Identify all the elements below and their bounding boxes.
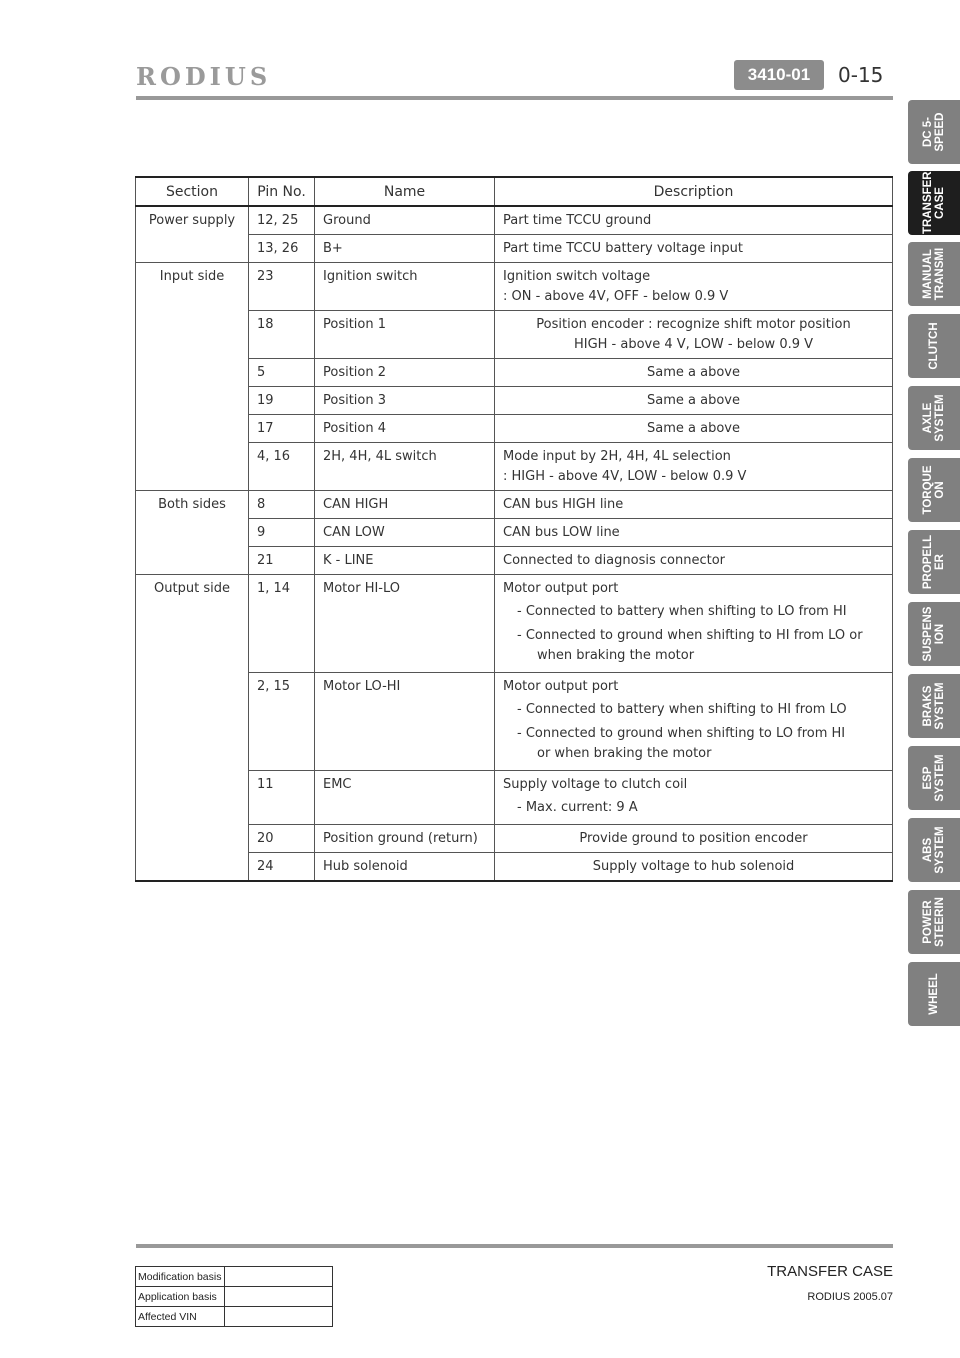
- description-cell: [495, 263, 893, 311]
- pin-cell: 23: [249, 263, 315, 311]
- pin-cell: 19: [249, 387, 315, 415]
- section-cell: Both sides: [136, 491, 249, 575]
- pin-cell: 1, 14: [249, 575, 315, 673]
- pin-cell: 9: [249, 519, 315, 547]
- description-line: - Connected to ground when shifting to HI from LO or: [517, 628, 863, 643]
- tab-label: BRAKS SYSTEM: [922, 682, 946, 730]
- description-cell: [495, 206, 893, 235]
- mod-value: [225, 1307, 333, 1327]
- tab-label: PROPELL ER: [922, 534, 946, 590]
- name-cell: Ground: [315, 206, 495, 235]
- column-header: Description: [495, 177, 893, 206]
- tab-propeller[interactable]: [908, 530, 960, 594]
- column-header: Pin No.: [249, 177, 315, 206]
- tab-suspension[interactable]: [908, 602, 960, 666]
- tab-clutch[interactable]: [908, 314, 960, 378]
- pin-cell: 5: [249, 359, 315, 387]
- tab-manual-transmission[interactable]: [908, 242, 960, 306]
- description-line: - Connected to battery when shifting to HI from LO: [517, 702, 847, 717]
- table-row: [136, 206, 893, 235]
- table-row: [136, 825, 893, 853]
- table-row: [136, 853, 893, 882]
- table-row: [136, 1267, 333, 1287]
- mod-label: Modification basis: [136, 1267, 225, 1287]
- pin-cell: 12, 25: [249, 206, 315, 235]
- tab-axle-system[interactable]: [908, 386, 960, 450]
- description-line: : ON - above 4V, OFF - below 0.9 V: [503, 289, 729, 304]
- table-row: [136, 519, 893, 547]
- brand-logo: RODIUS: [136, 62, 272, 91]
- description-line: : HIGH - above 4V, LOW - below 0.9 V: [503, 469, 747, 484]
- description-line: Mode input by 2H, 4H, 4L selection: [503, 449, 731, 464]
- tab-label: MANUAL TRANSMI: [922, 247, 946, 301]
- pin-cell: 13, 26: [249, 235, 315, 263]
- table-row: [136, 387, 893, 415]
- description-line: Ignition switch voltage: [503, 269, 651, 284]
- section-cell: Output side: [136, 575, 249, 882]
- tab-label: TRANSFER CASE: [922, 171, 946, 234]
- mod-label: Application basis: [136, 1287, 225, 1307]
- description-line: Same a above: [647, 421, 740, 436]
- name-cell: K - LINE: [315, 547, 495, 575]
- table-row: [136, 771, 893, 825]
- table-row: [136, 1287, 333, 1307]
- description-cell: [495, 771, 893, 825]
- description-cell: [495, 673, 893, 771]
- tab-dc-5-speed[interactable]: [908, 100, 960, 164]
- pin-cell: 18: [249, 311, 315, 359]
- description-line: Motor output port: [503, 679, 619, 694]
- description-line: - Connected to ground when shifting to LO from HI: [517, 726, 846, 741]
- description-cell: [495, 311, 893, 359]
- description-line: Same a above: [647, 393, 740, 408]
- pin-cell: 20: [249, 825, 315, 853]
- description-cell: [495, 235, 893, 263]
- tab-braks-system[interactable]: [908, 674, 960, 738]
- pin-cell: 2, 15: [249, 673, 315, 771]
- description-line: Motor output port: [503, 581, 619, 596]
- tab-label: WHEEL: [928, 973, 940, 1015]
- tab-label: TORQUE ON: [922, 465, 946, 515]
- description-line: Supply voltage to clutch coil: [503, 777, 688, 792]
- description-line: CAN bus LOW line: [503, 525, 620, 540]
- name-cell: CAN LOW: [315, 519, 495, 547]
- column-header: Section: [136, 177, 249, 206]
- table-row: [136, 547, 893, 575]
- table-row: [136, 443, 893, 491]
- description-cell: [495, 519, 893, 547]
- tab-label: ABS SYSTEM: [922, 826, 946, 874]
- header-divider: [136, 96, 893, 100]
- name-cell: Ignition switch: [315, 263, 495, 311]
- pin-assignment-table: [135, 176, 893, 882]
- description-line: Part time TCCU ground: [503, 213, 652, 228]
- tab-label: CLUTCH: [928, 322, 940, 370]
- pin-cell: 4, 16: [249, 443, 315, 491]
- description-cell: [495, 853, 893, 882]
- column-header: Name: [315, 177, 495, 206]
- table-row: [136, 575, 893, 673]
- description-line: or when braking the motor: [537, 746, 712, 761]
- name-cell: Position 3: [315, 387, 495, 415]
- section-code-badge: 3410-01: [734, 60, 824, 90]
- description-cell: [495, 359, 893, 387]
- tab-label: SUSPENS ION: [922, 606, 946, 662]
- description-line: Connected to diagnosis connector: [503, 553, 726, 568]
- tab-label: DC 5-SPEED: [922, 112, 946, 152]
- footer-edition: RODIUS 2005.07: [807, 1291, 893, 1303]
- footer-divider: [136, 1244, 893, 1248]
- description-line: CAN bus HIGH line: [503, 497, 624, 512]
- pin-cell: 21: [249, 547, 315, 575]
- description-line: - Connected to battery when shifting to LO from HI: [517, 604, 847, 619]
- description-line: Provide ground to position encoder: [579, 831, 808, 846]
- mod-label: Affected VIN: [136, 1307, 225, 1327]
- tab-wheel[interactable]: [908, 962, 960, 1026]
- section-cell: Power supply: [136, 206, 249, 263]
- name-cell: CAN HIGH: [315, 491, 495, 519]
- description-cell: [495, 387, 893, 415]
- table-row: [136, 263, 893, 311]
- page-number: 0-15: [838, 63, 884, 87]
- name-cell: 2H, 4H, 4L switch: [315, 443, 495, 491]
- table-row: [136, 311, 893, 359]
- description-cell: [495, 443, 893, 491]
- description-cell: [495, 491, 893, 519]
- mod-value: [225, 1267, 333, 1287]
- name-cell: Position 1: [315, 311, 495, 359]
- tab-abs-system[interactable]: [908, 818, 960, 882]
- description-line: Supply voltage to hub solenoid: [592, 859, 795, 874]
- tab-torque-on[interactable]: [908, 458, 960, 522]
- pin-cell: 17: [249, 415, 315, 443]
- table-row: [136, 673, 893, 771]
- name-cell: EMC: [315, 771, 495, 825]
- description-cell: [495, 825, 893, 853]
- tab-transfer-case[interactable]: [908, 171, 960, 235]
- table-row: [136, 359, 893, 387]
- pin-cell: 24: [249, 853, 315, 882]
- name-cell: B+: [315, 235, 495, 263]
- tab-esp-system[interactable]: [908, 746, 960, 810]
- name-cell: Position ground (return): [315, 825, 495, 853]
- footer-title: TRANSFER CASE: [767, 1263, 893, 1280]
- name-cell: Position 4: [315, 415, 495, 443]
- tab-label: ESP SYSTEM: [922, 754, 946, 802]
- table-row: [136, 1307, 333, 1327]
- description-line: Same a above: [647, 365, 740, 380]
- description-line: - Max. current: 9 A: [517, 800, 638, 815]
- tab-power-steering[interactable]: [908, 890, 960, 954]
- pin-cell: 8: [249, 491, 315, 519]
- tab-label: POWER STEERIN: [922, 897, 946, 947]
- description-line: HIGH - above 4 V, LOW - below 0.9 V: [573, 337, 814, 352]
- pin-cell: 11: [249, 771, 315, 825]
- tab-label: AXLE SYSTEM: [922, 394, 946, 442]
- description-line: Position encoder : recognize shift motor position: [536, 317, 851, 332]
- name-cell: Hub solenoid: [315, 853, 495, 882]
- name-cell: Motor LO-HI: [315, 673, 495, 771]
- description-cell: [495, 575, 893, 673]
- table-row: [136, 415, 893, 443]
- table-row: [136, 235, 893, 263]
- table-header-row: [136, 177, 893, 206]
- table-row: [136, 491, 893, 519]
- description-line: Part time TCCU battery voltage input: [503, 241, 744, 256]
- description-cell: [495, 547, 893, 575]
- name-cell: Motor HI-LO: [315, 575, 495, 673]
- section-cell: Input side: [136, 263, 249, 491]
- mod-value: [225, 1287, 333, 1307]
- modification-table: [135, 1266, 333, 1327]
- name-cell: Position 2: [315, 359, 495, 387]
- description-cell: [495, 415, 893, 443]
- description-line: when braking the motor: [537, 648, 695, 663]
